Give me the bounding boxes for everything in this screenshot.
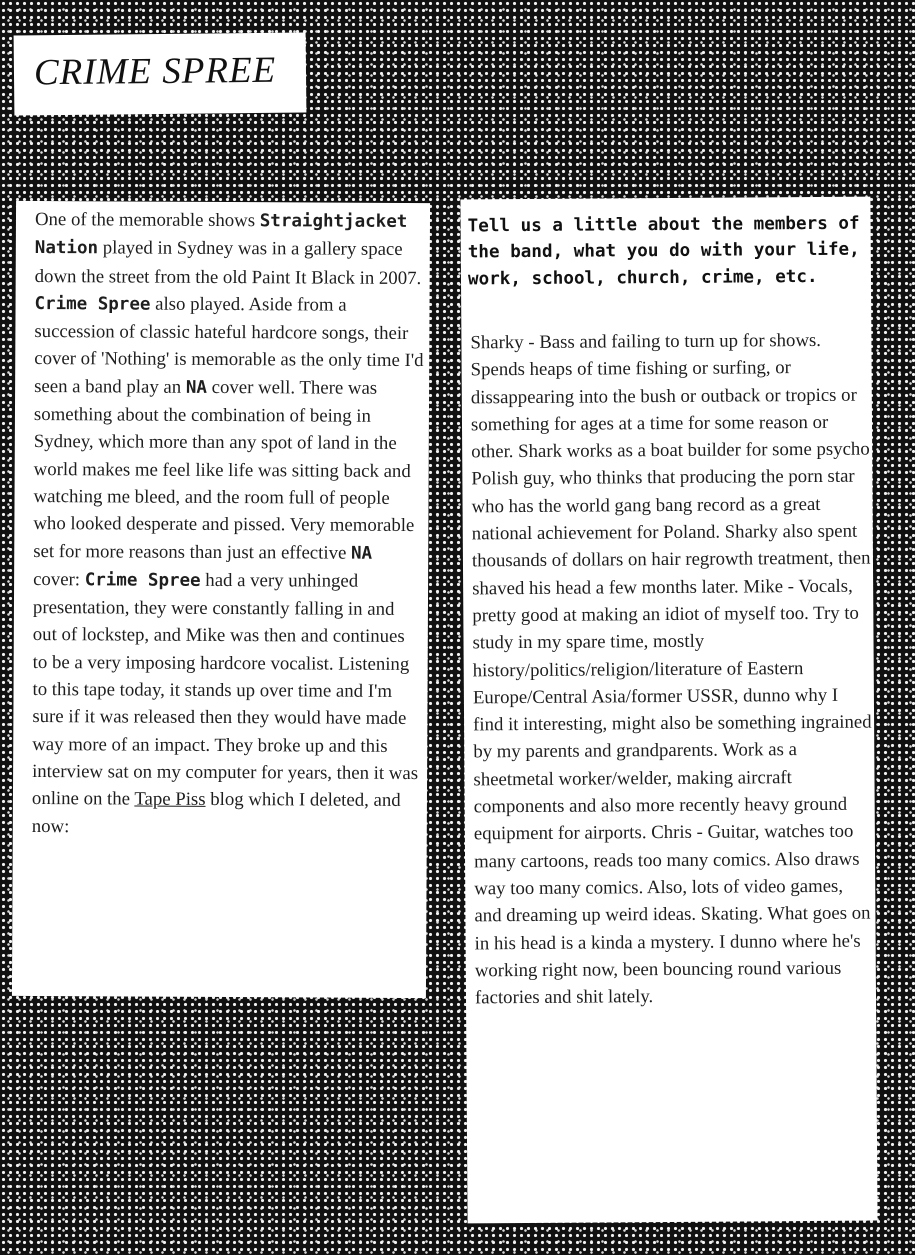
intro-text-6: had a very unhinged presentation, they were constantly falling in and out of lockstep, and Mike was then and continues to be a very imposing hardcore vocalist. Listening to this tape today, it stands up over time and I'm sure if it was released then they would have made way more of an impact. They broke up and this interview sat on my computer for years, then it was online on the (31, 569, 419, 810)
interview-panel (460, 197, 877, 1224)
band-name-na-2: NA (350, 543, 373, 564)
intro-text (32, 206, 425, 842)
intro-panel (12, 201, 430, 998)
intro-text-2: played in Sydney was in a gallery space down the street from the old Paint It Black in 2007. (34, 237, 422, 289)
band-name-crime-spree: Crime Spree (34, 293, 151, 315)
interview-answers (470, 327, 875, 1012)
band-name-straightjacket: Straightjacket Nation (34, 211, 408, 259)
intro-text-1: One of the memorable shows (34, 209, 260, 232)
intro-text-4: cover well. There was something about the combination of being in Sydney, which more than any spot of land in the world makes me feel like life was sitting back and watching me bleed, and the room full of people who looked desperate and pissed. Very memorable set for more reasons than just an effective (33, 376, 415, 564)
intro-text-5: cover: (33, 568, 85, 591)
page-title: CRIME SPREE (33, 49, 277, 94)
answer-mike: Mike - Vocals, pretty good at making an idiot of myself too. Try to study in my spare time, mostly history/politics/religion/literature of Eastern Europe/Central Asia/former USSR, dunno why I find it interesting, might also be something ingrained by my parents and grandparents. Work as a sheetmetal worker/welder, making aircraft components and also more recently heavy ground equipment for airports. (472, 575, 872, 845)
answer-chris: Chris - Guitar, watches too many cartoons, reads too many comics. Also draws way too many comics. Also, lots of video games, and dreaming up weird ideas. Skating. What goes on in his head is a kinda a mystery. I dunno where he's working right now, been bouncing round various factories and shit lately. (473, 821, 871, 1009)
interview-question: Tell us a little about the members of the band, what you do with your life, work, school, church, crime, etc. (467, 213, 860, 289)
title-box (14, 32, 307, 115)
band-name-crime-spree-2: Crime Spree (84, 570, 201, 591)
band-name-na: NA (185, 377, 208, 398)
answer-sharky: Sharky - Bass and failing to turn up for shows. Spends heaps of time fishing or surfing, or dissappearing into the bush or outback or tropics or something for ages at a time for some reason or other. Shark works as a boat builder for some psycho Polish guy, who thinks that producing the porn star who has the world gang bang record as a great national achievement for Poland. Sharky also spent thousands of dollars on hair regrowth treatment, then shaved his head a few months later. (470, 329, 871, 600)
intro-text-3: also played. Aside from a succession of classic hateful hardcore songs, their cover of 'Nothing' is memorable as the only time I'd seen a band play an (34, 293, 424, 398)
tape-piss-link[interactable]: Tape Piss (134, 788, 206, 811)
intro-text-7: blog which I deleted, and now: (31, 789, 401, 837)
